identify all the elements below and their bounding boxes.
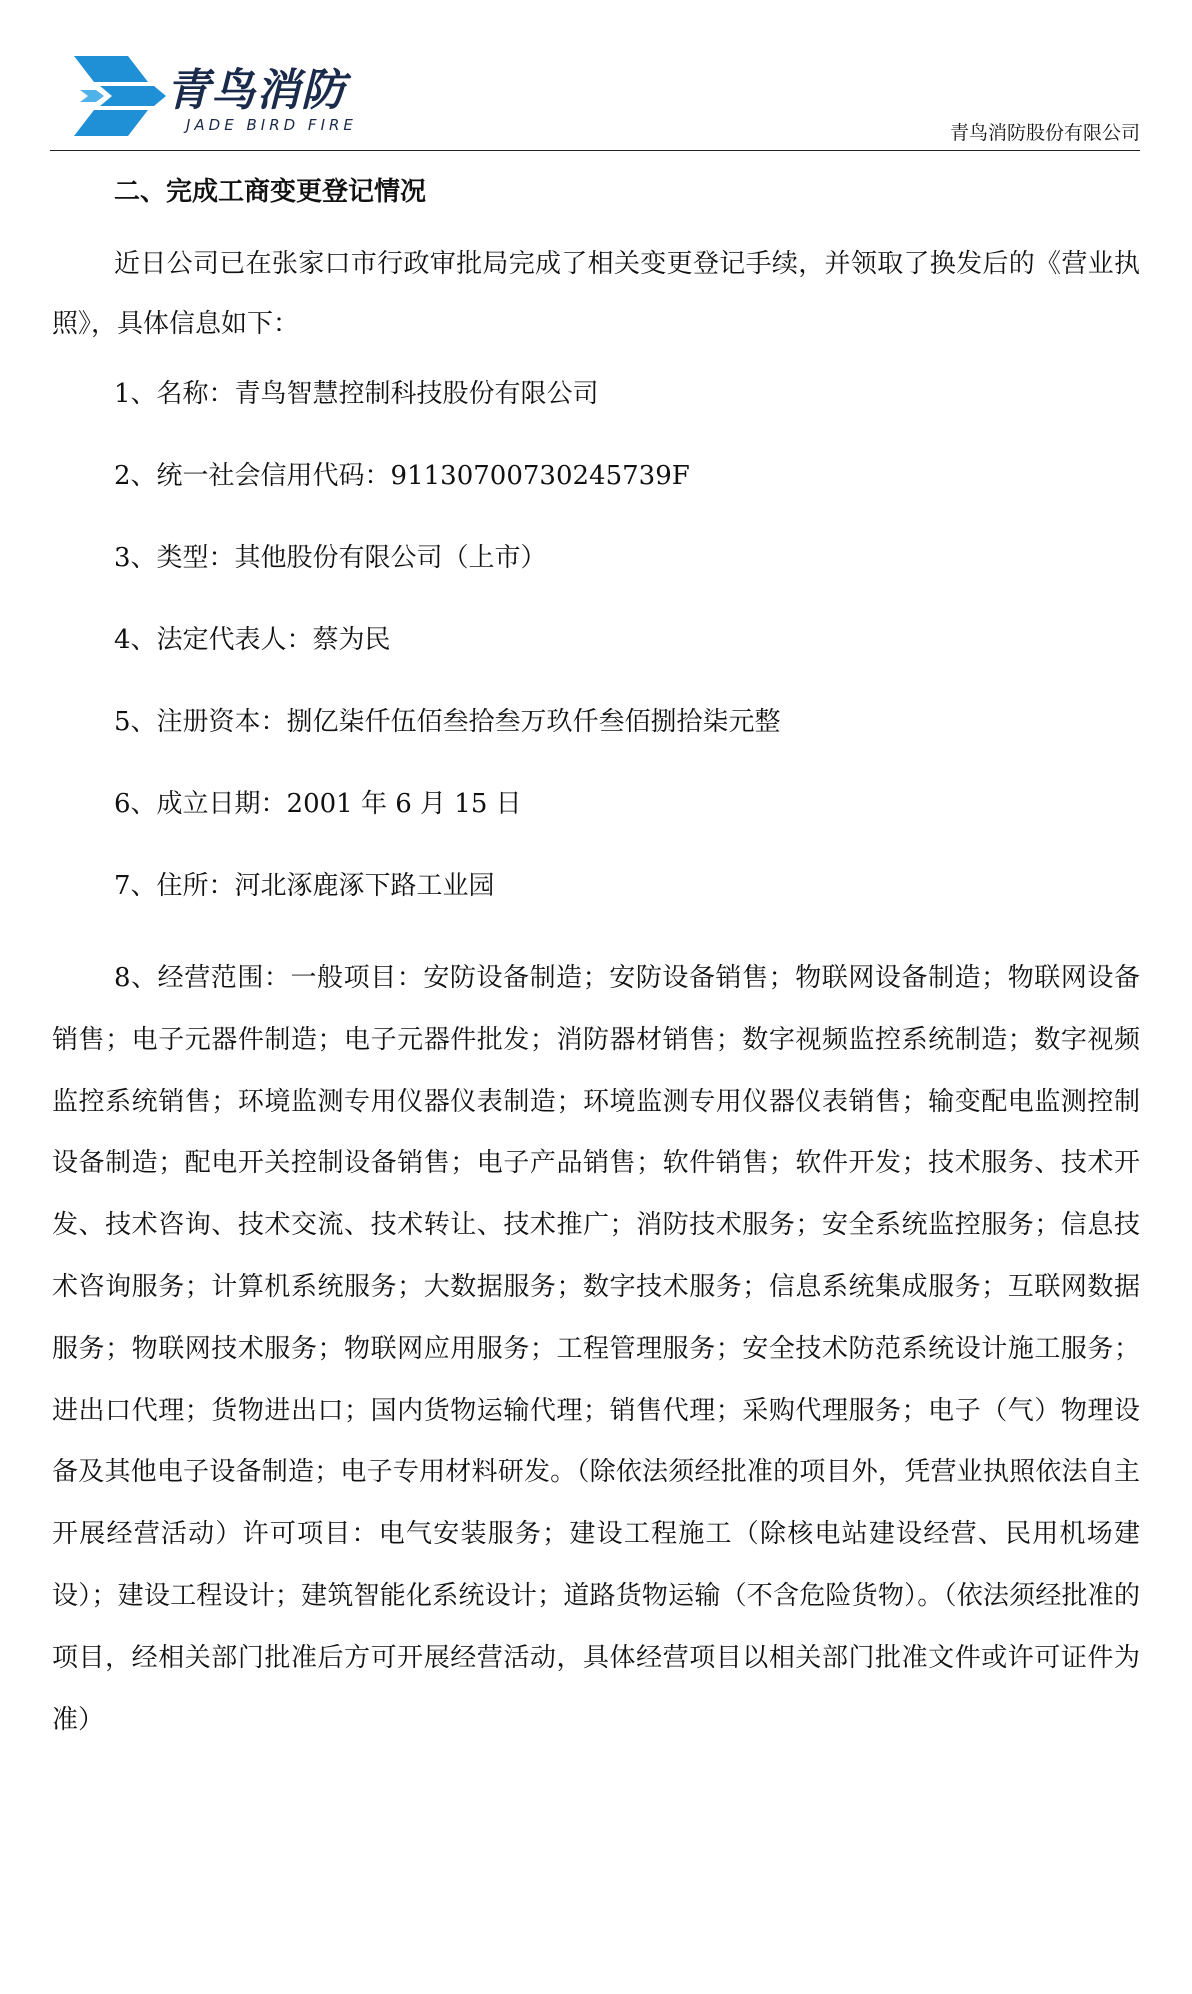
info-item-date: 6、成立日期：2001 年 6 月 15 日 [114, 789, 522, 819]
header-company-name: 青鸟消防股份有限公司 [949, 122, 1140, 144]
logo-english-text: JADE BIRD FIRE [186, 116, 357, 134]
business-scope-paragraph: 8、经营范围：一般项目：安防设备制造；安防设备销售；物联网设备制造；物联网设备销售；电子元器件制造；电子元器件批发；消防器材销售；数字视频监控系统制造；数字视频监控系统销售；环境监测专用仪器仪表制造；环境监测专用仪器仪表销售；输变配电监测控制设备制造；配电开关控制设备销售；电子产品销售；软件销售；软件开发；技术服务、技术开发、技术咨询、技术交流、技术转让、技术推广；消防技术服务；安全系统监控服务；信息技术咨询服务；计算机系统服务；大数据服务；数字技术服务；信息系统集成服务；互联网数据服务；物联网技术服务；物联网应用服务；工程管理服务；安全技术防范系统设计施工服务；进出口代理；货物进出口；国内货物运输代理；销售代理；采购代理服务；电子（气）物理设备及其他电子设备制造；电子专用材料研发。（除依法须经批准的项目外，凭营业执照依法自主开展经营活动）许可项目：电气安装服务；建设工程施工（除核电站建设经营、民用机场建设）；建设工程设计；建筑智能化系统设计；道路货物运输（不含危险货物）。（依法须经批准的项目，经相关部门批准后方可开展经营活动，具体经营项目以相关部门批准文件或许可证件为准） [52, 963, 1140, 1735]
info-item-credit-code: 2、统一社会信用代码：91130700730245739F [114, 461, 690, 491]
jade-bird-logo-icon [70, 52, 168, 138]
info-item-legal-rep: 4、法定代表人：蔡为民 [114, 625, 391, 655]
section-title: 二、完成工商变更登记情况 [114, 177, 427, 207]
company-logo [70, 50, 410, 142]
logo-chinese-text: 青鸟消防 [166, 65, 346, 116]
info-item-capital: 5、注册资本：捌亿柒仟伍佰叁拾叁万玖仟叁佰捌拾柒元整 [114, 707, 781, 737]
page-header [50, 40, 1140, 152]
info-item-type: 3、类型：其他股份有限公司（上市） [114, 543, 547, 573]
info-item-name: 1、名称：青鸟智慧控制科技股份有限公司 [114, 379, 599, 409]
document-body [52, 172, 1140, 1751]
header-divider [50, 150, 1140, 151]
info-item-address: 7、住所：河北涿鹿涿下路工业园 [114, 871, 495, 901]
intro-paragraph: 近日公司已在张家口市行政审批局完成了相关变更登记手续，并领取了换发后的《营业执照》，具体信息如下： [52, 249, 1140, 339]
